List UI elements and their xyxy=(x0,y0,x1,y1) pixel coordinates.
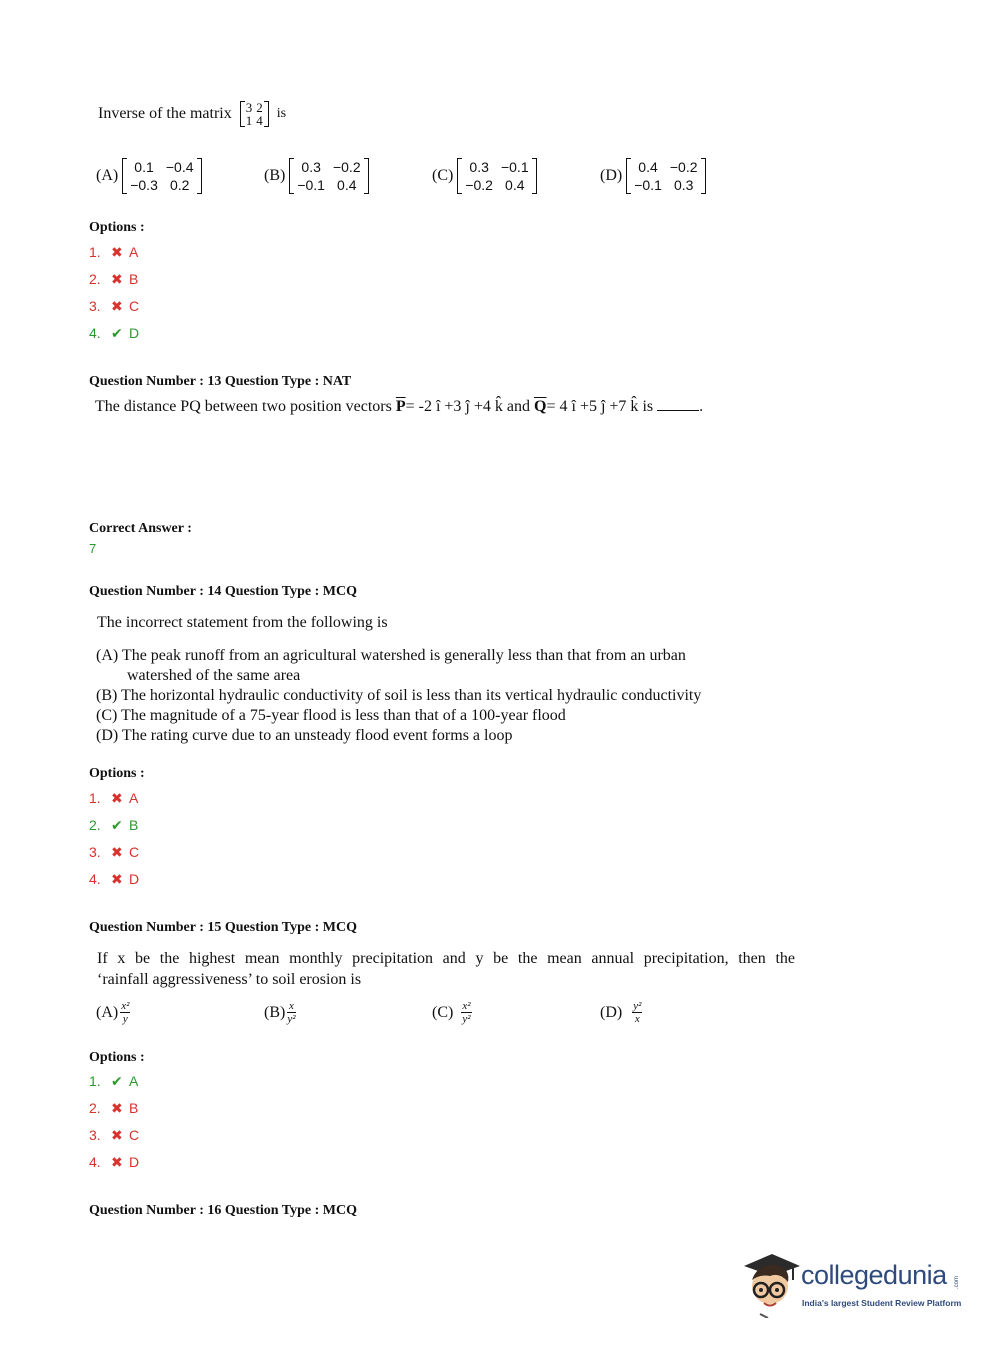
q14-option-4: 4. ✖ D xyxy=(89,868,139,890)
mascot-icon xyxy=(740,1248,802,1318)
wrong-icon: ✖ xyxy=(111,844,123,860)
q14-statement-c: (C) The magnitude of a 75-year flood is less than that of a 100-year flood xyxy=(96,707,566,724)
q14-option-1: 1. ✖ A xyxy=(89,787,139,809)
q15-header: Question Number : 15 Question Type : MCQ xyxy=(89,920,357,935)
q12-choice-c-matrix: 0.3 −0.1 −0.2 0.4 xyxy=(457,158,536,194)
logo-tagline: India's largest Student Review Platform xyxy=(802,1298,962,1308)
wrong-icon: ✖ xyxy=(111,271,123,287)
wrong-icon: ✖ xyxy=(111,790,123,806)
q15-text xyxy=(97,948,795,990)
q15-options xyxy=(89,1070,139,1173)
q12-option-4: 4. ✔ D xyxy=(89,322,139,344)
q12-option-2: 2. ✖ B xyxy=(89,268,139,290)
q12-choices xyxy=(96,158,796,202)
q13-correct-label: Correct Answer : xyxy=(89,521,192,536)
q16-header: Question Number : 16 Question Type : MCQ xyxy=(89,1203,357,1218)
q15-line-1: If x be the highest mean monthly precipitation and y be the mean annual precipitation, then the xyxy=(97,950,795,967)
q15-option-1: 1. ✔ A xyxy=(89,1070,139,1092)
q15-option-2: 2. ✖ B xyxy=(89,1097,139,1119)
wrong-icon: ✖ xyxy=(111,298,123,314)
q12-choice-b-matrix: 0.3 −0.2 −0.1 0.4 xyxy=(289,158,368,194)
logo-suffix: .com xyxy=(954,1276,960,1290)
q12-option-1: 1. ✖ A xyxy=(89,241,139,263)
wrong-icon: ✖ xyxy=(111,244,123,260)
q14-options-label: Options : xyxy=(89,766,145,781)
q14-statements xyxy=(96,646,796,746)
q15-choices xyxy=(96,1000,696,1036)
wrong-icon: ✖ xyxy=(111,1154,123,1170)
q12-option-3: 3. ✖ C xyxy=(89,295,139,317)
q14-header: Question Number : 14 Question Type : MCQ xyxy=(89,584,357,599)
q12-choice-a: (A) 0.1 −0.4 −0.3 0.2 xyxy=(96,158,202,194)
q14-statement-a-cont: watershed of the same area xyxy=(127,667,301,684)
q15-option-3: 3. ✖ C xyxy=(89,1124,139,1146)
q13-header: Question Number : 13 Question Type : NAT xyxy=(89,374,352,389)
q13-correct-value: 7 xyxy=(89,541,97,556)
q12-choice-b: (B) 0.3 −0.2 −0.1 0.4 xyxy=(264,158,369,194)
q15-choice-c: (C) $\frac{\text{x²}}{\text{y²}}$ xyxy=(432,1000,471,1025)
q14-option-2: 2. ✔ B xyxy=(89,814,139,836)
wrong-icon: ✖ xyxy=(111,871,123,887)
q15-options-label: Options : xyxy=(89,1050,145,1065)
q12-choice-a-matrix: 0.1 −0.4 −0.3 0.2 xyxy=(122,158,201,194)
wrong-icon: ✖ xyxy=(111,1127,123,1143)
q14-option-3: 3. ✖ C xyxy=(89,841,139,863)
q15-choice-b: (B) $\frac{x}{\text{y²}}$ xyxy=(264,1000,296,1025)
q12-stem xyxy=(98,96,286,132)
q15-line-2: ‘rainfall aggressiveness’ to soil erosion is xyxy=(97,971,362,988)
logo-name: collegedunia xyxy=(801,1260,947,1290)
q12-options xyxy=(89,241,139,344)
q14-statement-a: (A) The peak runoff from an agricultural watershed is generally less than that from an urban xyxy=(96,647,686,664)
vector-p: $\overline{P}$ xyxy=(395,398,406,415)
check-icon: ✔ xyxy=(111,1073,123,1089)
q15-choice-a: (A) $\frac{\text{x²}}{y}$ xyxy=(96,1000,130,1025)
q14-statement-d: (D) The rating curve due to an unsteady flood event forms a loop xyxy=(96,727,513,744)
q12-choice-d-matrix: 0.4 −0.2 −0.1 0.3 xyxy=(626,158,705,194)
q14-options xyxy=(89,787,139,890)
q14-stem: The incorrect statement from the following is xyxy=(97,614,388,631)
q14-statement-b: (B) The horizontal hydraulic conductivity of soil is less than its vertical hydraulic conductivity xyxy=(96,687,702,704)
q15-choice-d: (D) $\frac{\text{y²}}{x}$ xyxy=(600,1000,642,1025)
q12-choice-d: (D) 0.4 −0.2 −0.1 0.3 xyxy=(600,158,706,194)
check-icon: ✔ xyxy=(111,817,123,833)
q13-text: The distance PQ between two position vectors $\overline{P}= -2$ î +3 ĵ +4 k̂ and $\overline{Q}= 4$ î +5 ĵ +7 k̂ is . xyxy=(95,398,704,415)
q12-matrix: 3 2 1 4 xyxy=(240,101,269,127)
q12-stem-text: Inverse of the matrix xyxy=(98,105,232,122)
wrong-icon: ✖ xyxy=(111,1100,123,1116)
answer-blank xyxy=(657,398,699,411)
q12-choice-c: (C) 0.3 −0.1 −0.2 0.4 xyxy=(432,158,537,194)
q12-stem-suffix: is xyxy=(276,106,287,121)
q15-option-4: 4. ✖ D xyxy=(89,1151,139,1173)
q12-options-label: Options : xyxy=(89,220,145,235)
check-icon: ✔ xyxy=(111,325,123,341)
vector-q: $\overline{Q}$ xyxy=(534,398,547,415)
collegedunia-logo[interactable] xyxy=(740,1248,970,1320)
